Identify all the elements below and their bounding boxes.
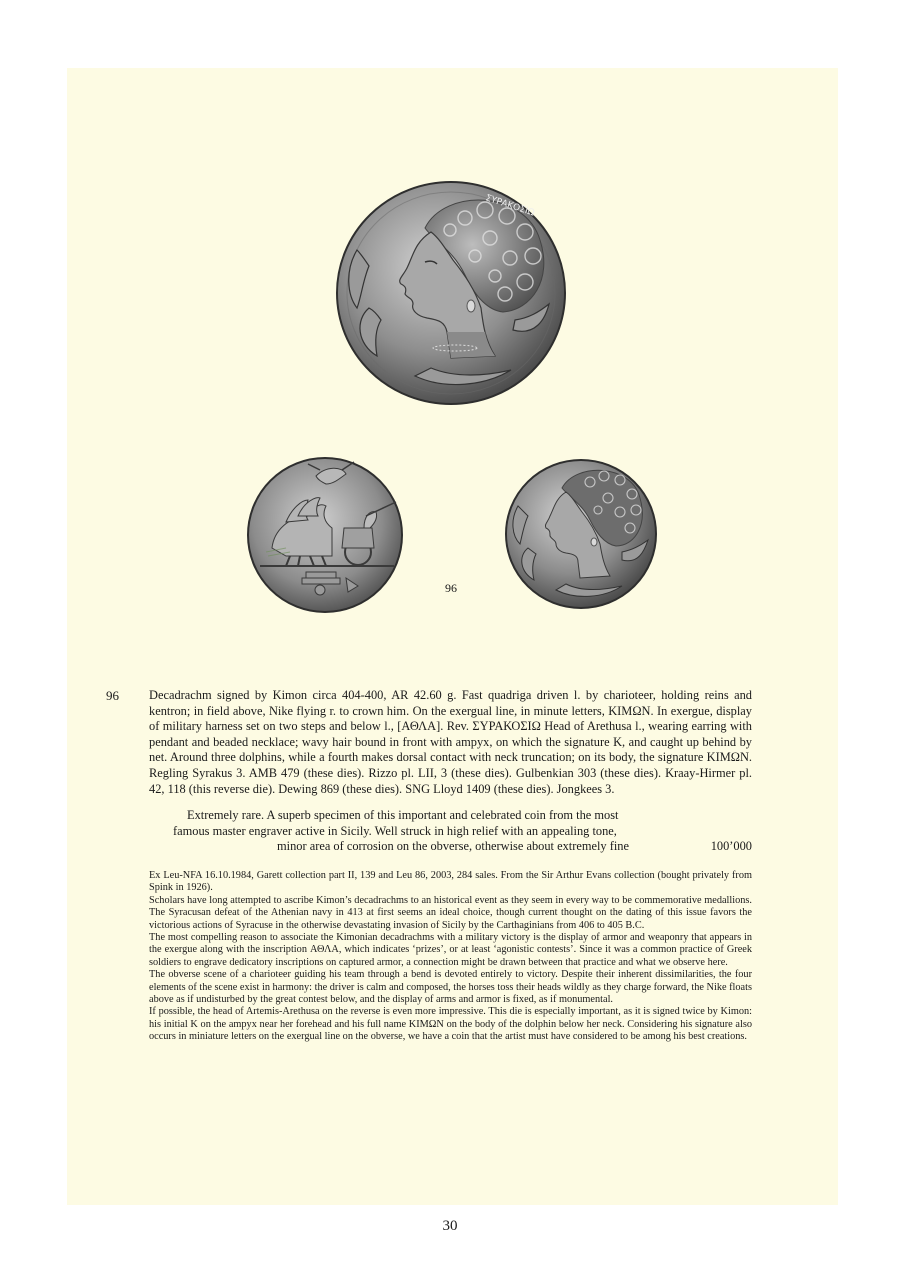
estimate-price: 100’000 [710,839,752,854]
coin-image-reverse [504,458,658,610]
page-number: 30 [442,1218,458,1234]
image-lot-number: 96 [445,581,457,595]
coin-image-obverse [246,456,404,614]
note-paragraph: The obverse scene of a charioteer guiding his team through a bend is devoted entirely to victory. Despite their inherent dissimilarities, the four elements of the scene exist in harmony: the driver is calm and composed, the horses toss their heads wildly as they charge forward, the Nike floats above as if undisturbed by the great contest below, and the display of arms and armor is fixed, as if monumental. [149,969,752,1006]
note-paragraph: If possible, the head of Artemis-Arethusa on the reverse is even more impressive. This die is especially important, as it is signed twice by Kimon: his initial K on the ampyx near her forehead and his full name KIMΩN on the body of the dolphin below her neck. Considering his signature also occurs in miniature letters on the exergual line on the obverse, we have a coin that the artist must have considered to be among his best creations. [149,1006,752,1043]
note-paragraph: The most compelling reason to associate the Kimonian decadrachms with a military victory is the display of armor and weaponry that appears in the exergue along with the inscription ΑΘΛΑ, which indicates ‘prizes’, or at least ‘agonistic contests’. Since it was a common practice of Greek soldiers to engrave dedicatory inscriptions on captured armor, a connection might be drawn between that practice and what we observe here. [149,932,752,968]
note-paragraph: Ex Leu-NFA 16.10.1984, Garett collection part II, 139 and Leu 86, 2003, 284 sales. From the Sir Arthur Evans collection (bought privately from Spink in 1926). [149,870,752,894]
condition-line: famous master engraver active in Sicily. Well struck in high relief with an appealing tone, [173,823,617,838]
note-paragraph: Scholars have long attempted to ascribe Kimon’s decadrachms to an historical event as they seem in every way to be commemorative medallions. The Syracusan defeat of the Athenian navy in 413 at first seems an ideal choice, though current thought on the dating of this issue favors the victorious actions of Syracuse in the otherwise devastating invasion of Sicily by the Carthaginians from 406 to 405 B.C. [149,894,752,931]
condition-line: Extremely rare. A superb specimen of this important and celebrated coin from the most [187,808,619,822]
condition-block [149,808,752,855]
lot-number: 96 [106,688,119,703]
coin-image-enlarged [335,180,567,406]
coin-legend-large: ΣΥΡΑΚΟΣΙΩ [484,193,536,219]
condition-line: minor area of corrosion on the obverse, otherwise about extremely fine [277,839,629,854]
lot-description: Decadrachm signed by Kimon circa 404-400, AR 42.60 g. Fast quadriga driven l. by charioteer, holding reins and kentron; in field above, Nike flying r. to crown him. On the exergual line, in minute letters, ΚΙΜΩΝ. In exergue, display of military harness set on two steps and below l., [ΑΘΛΑ]. Rev. ΣΥΡΑΚΟΣΙΩ Head of Arethusa l., wearing earring with pendant and beaded necklace; wavy hair bound in front with ampyx, on which the signature K, and caught up behind by net. Around three dolphins, while a fourth makes dorsal contact with neck truncation; on its body, the signature KIMΩN. Regling Syrakus 3. AMB 479 (these dies). Rizzo pl. LII, 3 (these dies). Gulbenkian 303 (these dies). Kraay-Hirmer pl. 42, 118 (this reverse die). Dewing 869 (these dies). SNG Lloyd 1409 (these dies). Jongkees 3. [149,688,752,796]
provenance-notes [149,870,752,1044]
